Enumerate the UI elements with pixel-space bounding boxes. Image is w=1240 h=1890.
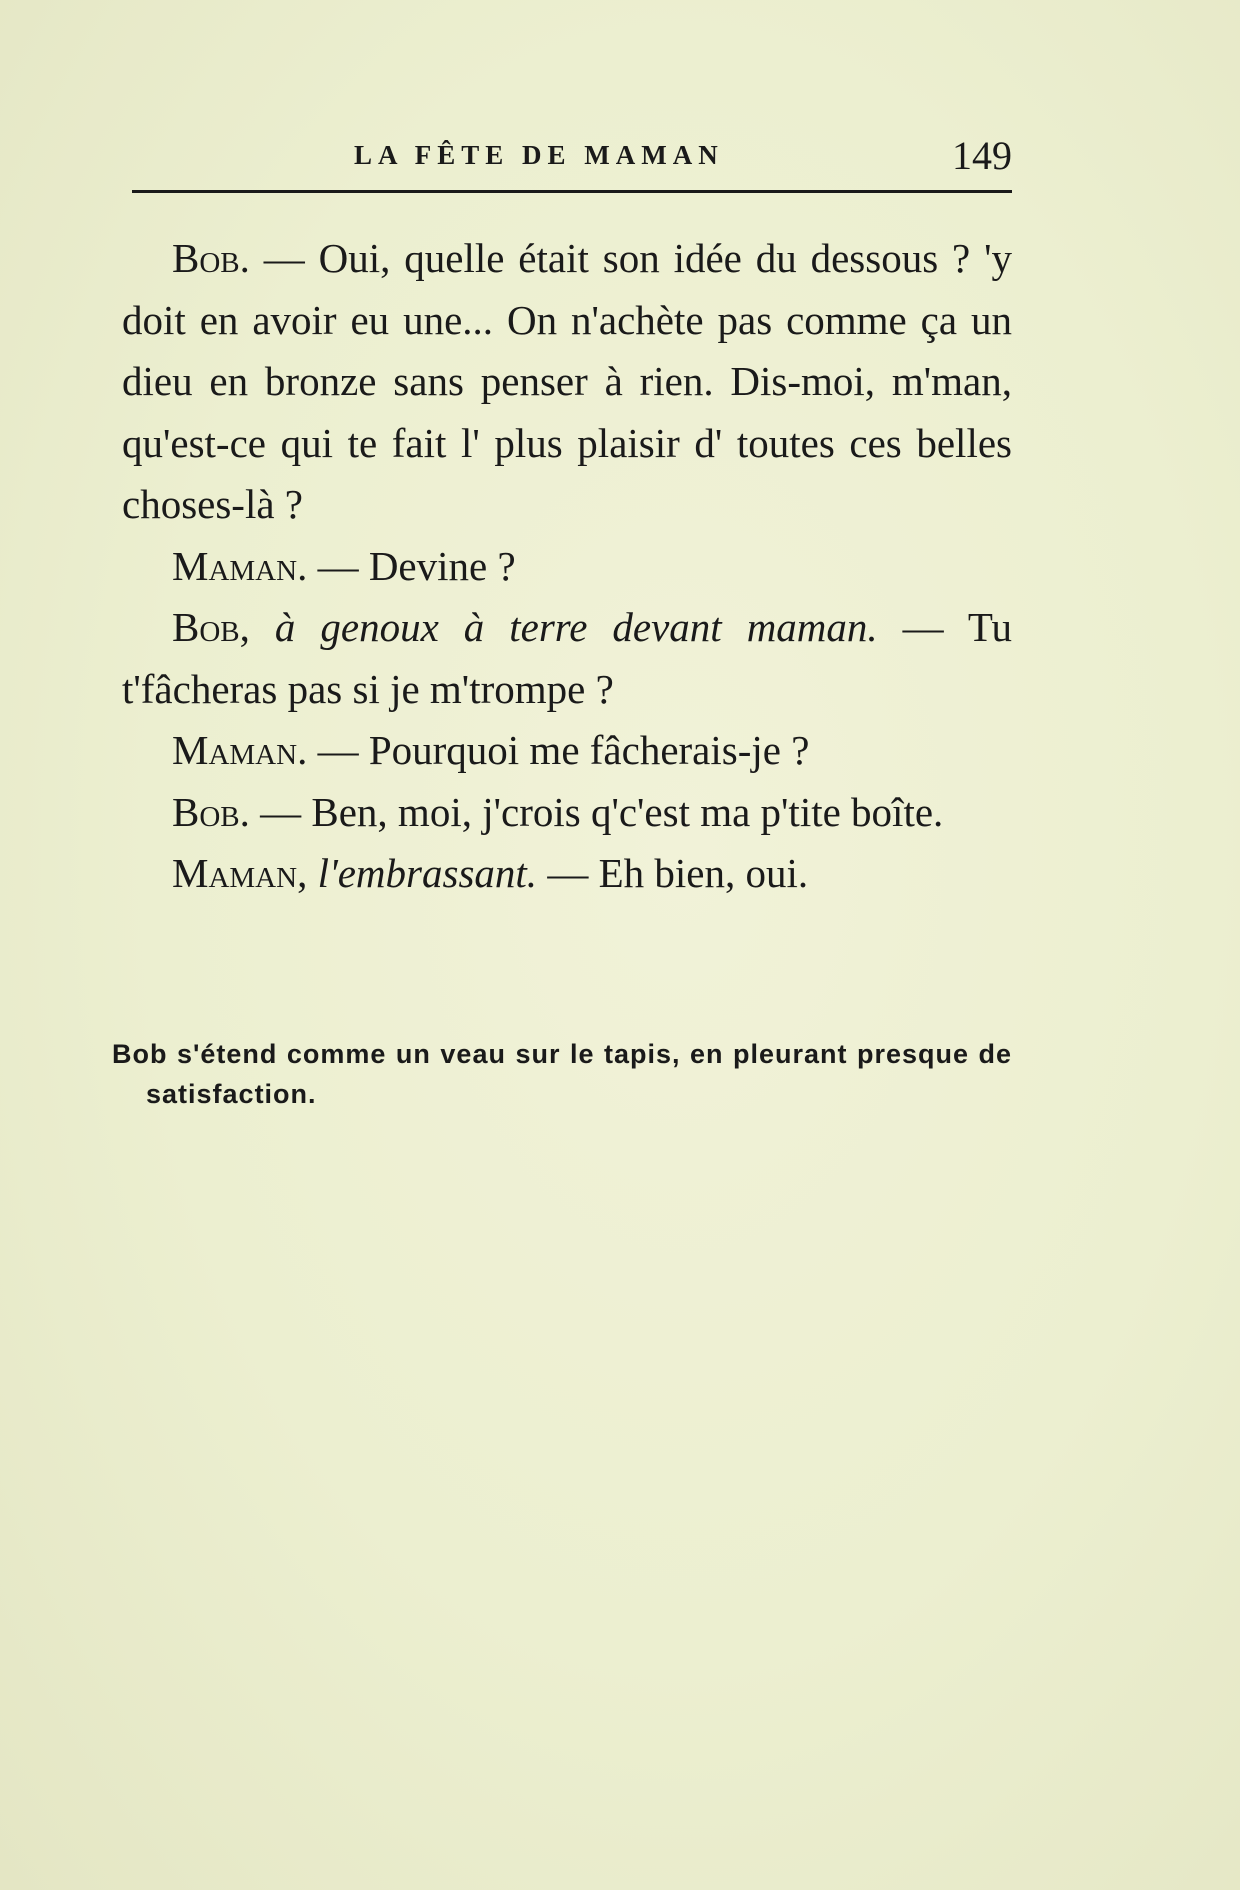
speech-text: — Eh bien, oui.: [547, 850, 809, 896]
dialogue-line: Maman. — Devine ?: [172, 542, 516, 589]
running-title: LA FÊTE DE MAMAN: [354, 140, 724, 170]
page-number: 149: [952, 133, 1012, 178]
speaker-name: Maman: [172, 850, 298, 896]
header-rule: [132, 190, 1012, 193]
dialogue-line: Bob. — Ben, moi, j'crois q'c'est ma p'tite boîte.: [172, 788, 944, 835]
inline-stage-direction: à genoux à terre devant maman.: [274, 604, 878, 650]
dialogue-text: [122, 228, 1012, 905]
closing-stage-direction: Bob s'étend comme un veau sur le tapis, en pleurant presque de satisfaction.: [112, 1039, 1012, 1109]
dialogue-line: Bob. — Oui, quelle était son idée du dessous ? 'y doit en avoir eu une... On n'achète pas comme ça un dieu en bronze sans penser à rien. Dis-moi, m'man, qu'est-ce qui te fait l' plus plaisir d' toutes ces belles choses-là ?: [122, 235, 1013, 527]
dialogue-line: Bob, à genoux à terre devant maman. — Tu t'fâcheras pas si je m'trompe ?: [122, 604, 1013, 712]
speech-text: — Pourquoi me fâcherais-je ?: [317, 727, 810, 773]
speaker-name: Bob: [172, 604, 240, 650]
speech-text: — Oui, quelle était son idée du dessous ? 'y doit en avoir eu une... On n'achète pas comme ça un dieu en bronze sans penser à rien. Dis-moi, m'man, qu'est-ce qui te fait l' plus plaisir d' toutes ces belles choses-là ?: [122, 235, 1013, 527]
speech-text: — Devine ?: [317, 542, 516, 589]
speech-text: — Tu t'fâcheras pas si je m'trompe ?: [122, 604, 1013, 712]
speaker-name: Maman: [172, 727, 298, 773]
inline-stage-direction: l'embrassant.: [317, 850, 538, 896]
dialogue-line: Maman, l'embrassant. — Eh bien, oui.: [172, 850, 809, 896]
speaker-name: Maman: [172, 542, 298, 589]
speech-text: — Ben, moi, j'crois q'c'est ma p'tite boîte.: [260, 788, 944, 835]
speaker-name: Bob: [172, 235, 240, 281]
dialogue-line: Maman. — Pourquoi me fâcherais-je ?: [172, 727, 810, 773]
speaker-name: Bob: [172, 788, 240, 835]
running-head: [132, 128, 1028, 188]
